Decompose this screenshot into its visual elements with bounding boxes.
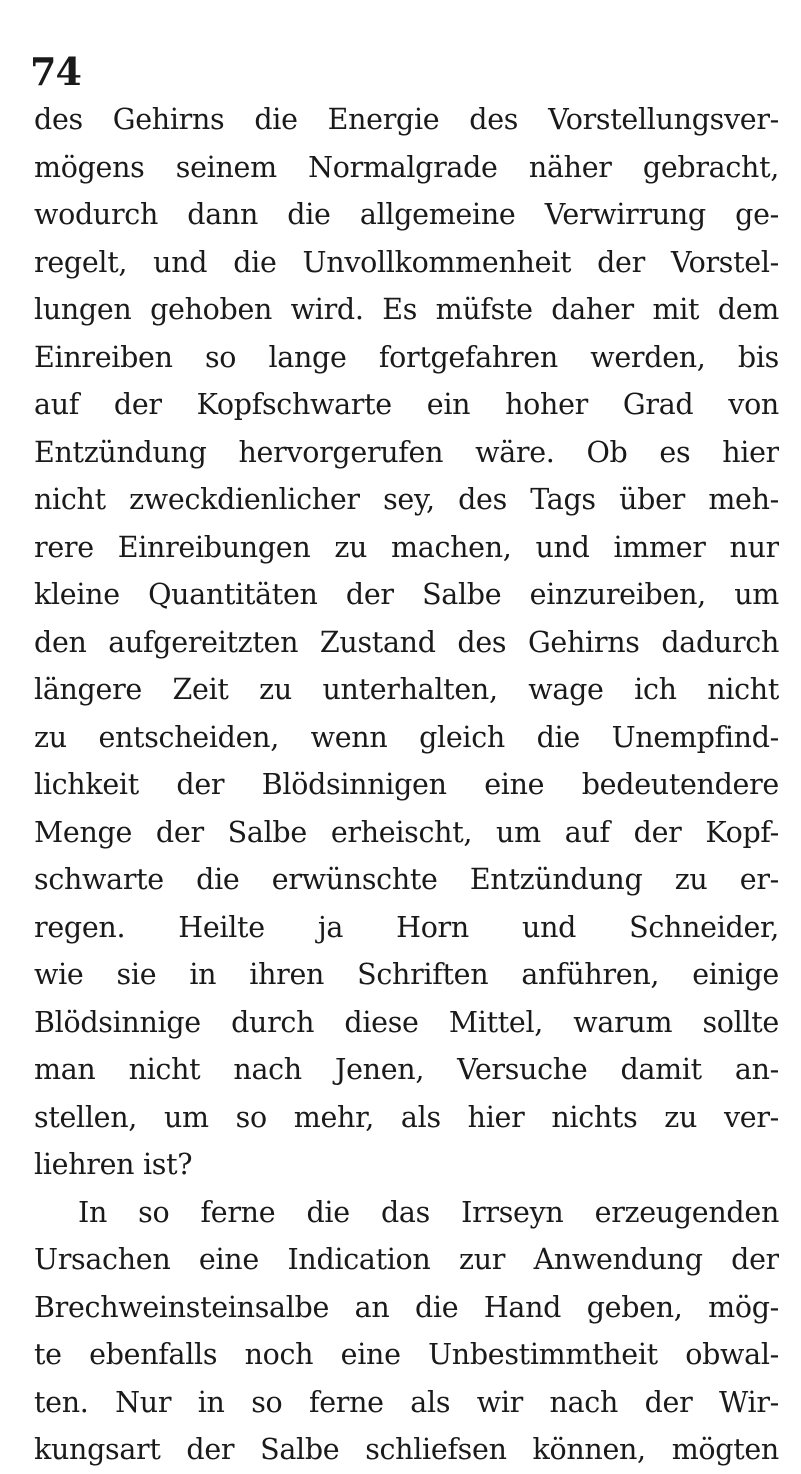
text-line: In so ferne die das Irrseyn erzeugenden xyxy=(78,1195,779,1229)
text-line: Entzündung hervorgerufen wäre. Ob es hier xyxy=(34,435,779,469)
text-line: wie sie in ihren Schriften anführen, einige xyxy=(34,958,779,991)
text-line: rere Einreibungen zu machen, und immer nur xyxy=(34,530,779,564)
text-line: lichkeit der Blödsinnigen eine bedeutendere xyxy=(34,768,779,801)
text-line: ten. Nur in so ferne als wir nach der Wir- xyxy=(34,1385,779,1419)
text-line: kungsart der Salbe schliefsen können, mögten xyxy=(34,1433,779,1466)
text-line: regelt, und die Unvollkommenheit der Vorstel- xyxy=(34,245,779,279)
text-line: Einreiben so lange fortgefahren werden, bis xyxy=(34,340,779,374)
text-line: längere Zeit zu unterhalten, wage ich nicht xyxy=(34,673,779,706)
text-line: des Gehirns die Energie des Vorstellungsver- xyxy=(34,103,779,136)
text-line: zu entscheiden, wenn gleich die Unempfind- xyxy=(34,720,779,754)
text-line: wodurch dann die allgemeine Verwirrung ge- xyxy=(34,198,779,231)
text-line: nicht zweckdienlicher sey, des Tags über meh- xyxy=(34,483,779,516)
text-line: Brechweinsteinsalbe an die Hand geben, mög- xyxy=(34,1290,779,1324)
text-line: Ursachen eine Indication zur Anwendung der xyxy=(34,1243,779,1276)
text-line: man nicht nach Jenen, Versuche damit an- xyxy=(34,1053,779,1086)
body-text xyxy=(34,96,779,1474)
text-line: kleine Quantitäten der Salbe einzureiben, um xyxy=(34,578,779,611)
text-line: te ebenfalls noch eine Unbestimmtheit obwal- xyxy=(34,1338,779,1371)
text-line: den aufgereitzten Zustand des Gehirns dadurch xyxy=(34,625,779,659)
text-line: Menge der Salbe erheischt, um auf der Kopf- xyxy=(34,815,779,849)
text-line: Blödsinnige durch diese Mittel, warum sollte xyxy=(34,1005,779,1039)
text-line: regen. Heilte ja Horn und Schneider, xyxy=(34,910,779,944)
text-line: mögens seinem Normalgrade näher gebracht, xyxy=(34,150,779,184)
page-number: 74 xyxy=(30,49,81,94)
text-line: stellen, um so mehr, als hier nichts zu ver- xyxy=(34,1100,779,1134)
text-line: auf der Kopfschwarte ein hoher Grad von xyxy=(34,388,779,421)
text-line: liehren ist? xyxy=(34,1148,193,1181)
text-line: schwarte die erwünschte Entzündung zu er- xyxy=(34,863,779,896)
text-line: lungen gehoben wird. Es müfste daher mit dem xyxy=(34,293,779,326)
